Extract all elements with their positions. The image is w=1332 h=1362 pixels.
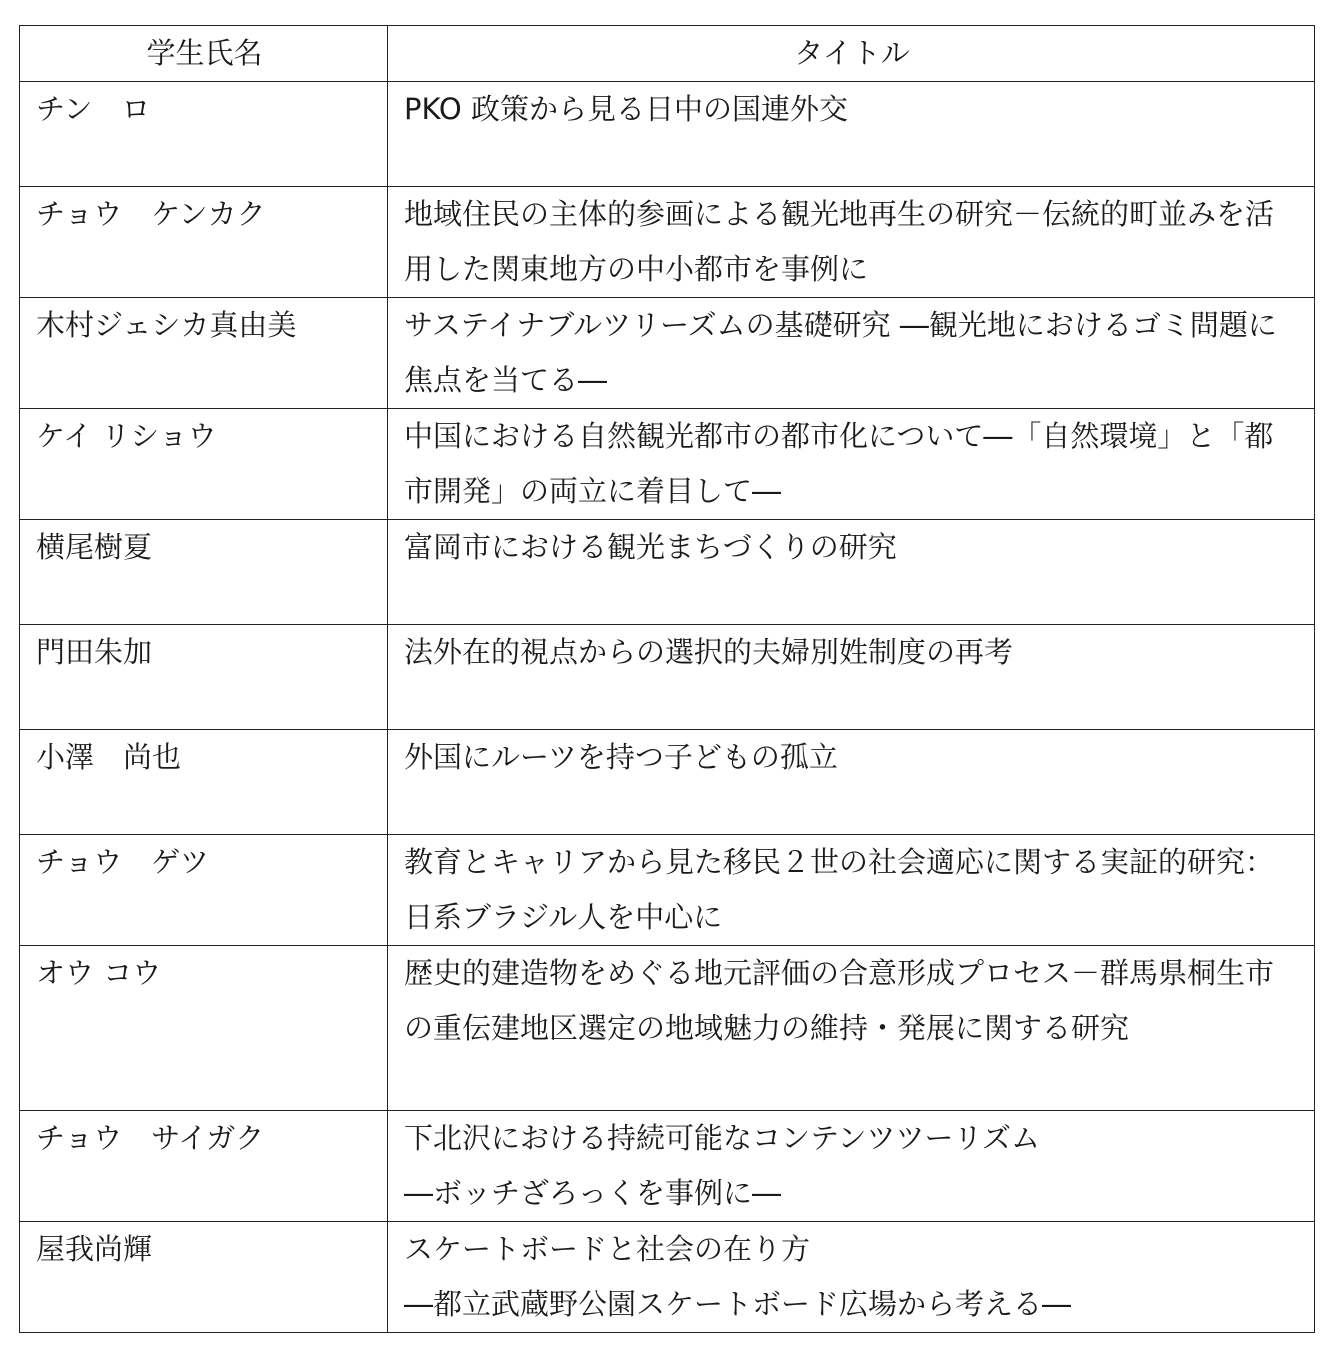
thesis-title-cell: [388, 946, 1315, 1111]
thesis-title: 地域住民の主体的参画による観光地再生の研究－伝統的町並みを活用した関東地方の中小都市を事例に: [404, 197, 1275, 286]
thesis-title-cell: [388, 298, 1315, 409]
thesis-title-cell: [388, 409, 1315, 520]
thesis-title-cell: [388, 1222, 1315, 1333]
table-row: [20, 409, 1315, 520]
thesis-title-cell: [388, 187, 1315, 298]
student-name-cell: [20, 1111, 388, 1222]
thesis-title-cell: [388, 730, 1315, 835]
table-header-row: [20, 26, 1315, 82]
thesis-title: サステイナブルツリーズムの基礎研究 ―観光地におけるゴミ問題に焦点を当てる―: [404, 308, 1277, 397]
student-name: 門田朱加: [36, 635, 153, 669]
student-name-cell: [20, 625, 388, 730]
thesis-title: 中国における自然観光都市の都市化について―「自然環境」と「都市開発」の両立に着目して―: [404, 419, 1274, 508]
thesis-title: 法外在的視点からの選択的夫婦別姓制度の再考: [404, 635, 1014, 669]
table-row: [20, 298, 1315, 409]
student-name: チョウ サイガク: [36, 1121, 265, 1155]
student-name: ケイ リショウ: [36, 419, 217, 453]
table-row: [20, 625, 1315, 730]
thesis-title-cell: [388, 1111, 1315, 1222]
student-name: 屋我尚輝: [36, 1232, 153, 1266]
thesis-title-line-1: スケートボードと社会の在り方: [404, 1232, 811, 1266]
table-row: [20, 82, 1315, 187]
student-name: 木村ジェシカ真由美: [36, 308, 297, 342]
table-row: [20, 835, 1315, 946]
thesis-title-cell: [388, 625, 1315, 730]
thesis-title-cell: [388, 520, 1315, 625]
student-name: オウ コウ: [36, 956, 162, 990]
student-name-cell: [20, 946, 388, 1111]
table-row: [20, 520, 1315, 625]
student-name: 小澤 尚也: [36, 740, 182, 774]
table-row: [20, 1222, 1315, 1333]
thesis-title: 富岡市における観光まちづくりの研究: [404, 530, 897, 564]
thesis-title-line-2: ―都立武蔵野公園スケートボード広場から考える―: [404, 1287, 1072, 1321]
header-student-name: 学生氏名: [20, 26, 388, 82]
thesis-title-line-2: ―ボッチざろっくを事例に―: [404, 1176, 782, 1210]
student-name: 横尾樹夏: [36, 530, 153, 564]
thesis-title: PKO 政策から見る日中の国連外交: [404, 92, 848, 126]
student-name: チン ロ: [36, 92, 151, 126]
thesis-title: 教育とキャリアから見た移民２世の社会適応に関する実証的研究：日系ブラジル人を中心に: [404, 845, 1275, 934]
student-name-cell: [20, 835, 388, 946]
thesis-title-cell: [388, 82, 1315, 187]
thesis-title-cell: [388, 835, 1315, 946]
student-name-cell: [20, 520, 388, 625]
student-name-cell: [20, 409, 388, 520]
table-row: [20, 946, 1315, 1111]
thesis-title: 外国にルーツを持つ子どもの孤立: [404, 740, 838, 774]
student-name-cell: [20, 298, 388, 409]
student-name: チョウ ゲツ: [36, 845, 209, 879]
table-row: [20, 1111, 1315, 1222]
student-name: チョウ ケンカク: [36, 197, 266, 231]
thesis-title-table: [19, 25, 1315, 1333]
table-row: [20, 187, 1315, 298]
student-name-cell: [20, 730, 388, 835]
thesis-title: 歴史的建造物をめぐる地元評価の合意形成プロセス－群馬県桐生市の重伝建地区選定の地域魅力の維持・発展に関する研究: [404, 956, 1275, 1045]
thesis-title-line-1: 下北沢における持続可能なコンテンツツーリズム: [404, 1121, 1040, 1155]
student-name-cell: [20, 82, 388, 187]
student-name-cell: [20, 1222, 388, 1333]
student-name-cell: [20, 187, 388, 298]
header-title: タイトル: [388, 26, 1315, 82]
table-row: [20, 730, 1315, 835]
